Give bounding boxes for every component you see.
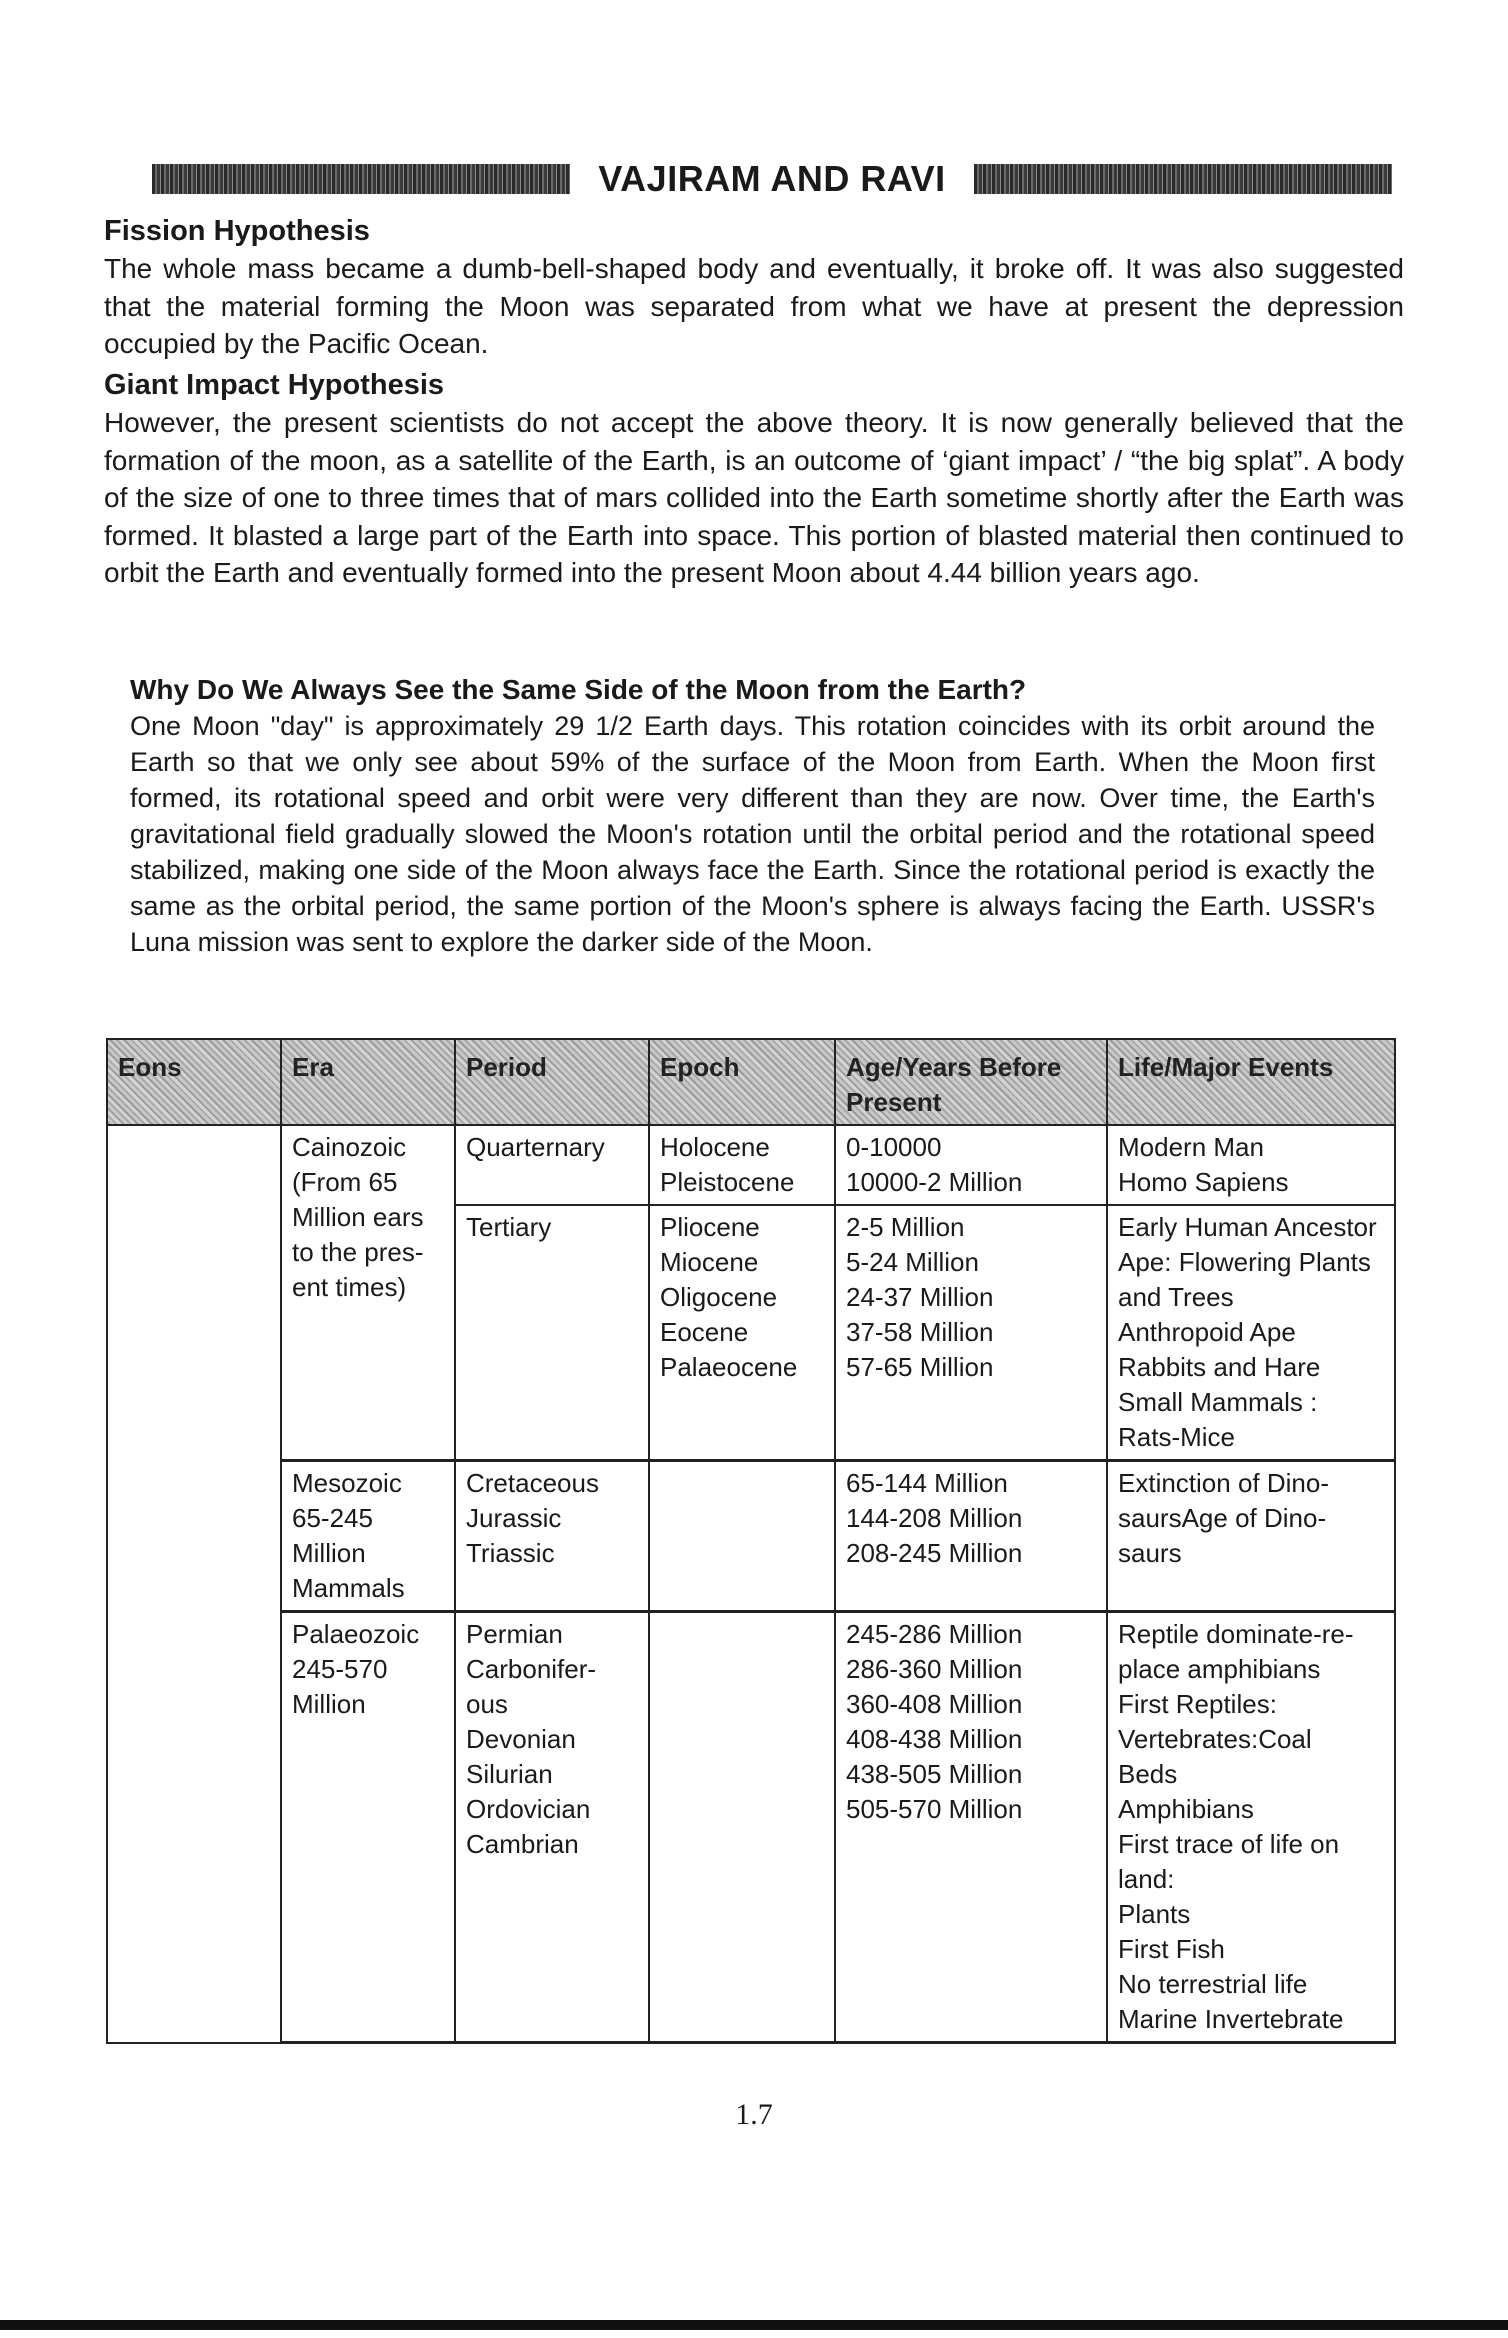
- period-cell-quarternary: Quarternary: [455, 1125, 649, 1205]
- table-row: [107, 1125, 1395, 1205]
- era-cell-cainozoic: Cainozoic (From 65 Million ears to the pres- ent times): [281, 1125, 455, 1461]
- col-life: Life/Major Events: [1107, 1039, 1395, 1125]
- table-row: [107, 1612, 1395, 2043]
- header-bar-left: [152, 164, 570, 194]
- page-number: 1.7: [735, 2098, 773, 2131]
- same-side-section: [130, 672, 1375, 960]
- col-eons: Eons: [107, 1039, 281, 1125]
- eon-cell: [107, 1125, 281, 2043]
- page-header: [152, 150, 1392, 208]
- giant-impact-section: [104, 366, 1404, 592]
- age-cell-quarternary: 0-10000 10000-2 Million: [835, 1125, 1107, 1205]
- table-header-row: [107, 1039, 1395, 1125]
- same-side-text: One Moon "day" is approximately 29 1/2 Earth days. This rotation coincides with its orbit around the Earth so that we only see about 59% of the surface of the Moon from Earth. When the Moon first formed, its rotational speed and orbit were very different than they are now. Over time, the Earth's gravitational field gradually slowed the Moon's rotation until the orbital period and the rotational speed stabilized, making one side of the Moon always face the Earth. Since the rotational period is exactly the same as the orbital period, the same portion of the Moon's sphere is always facing the Earth. USSR's Luna mission was sent to explore the darker side of the Moon.: [130, 711, 1375, 957]
- fission-text: The whole mass became a dumb-bell-shaped body and eventually, it broke off. It was also suggested that the material forming the Moon was separated from what we have at present the depression occupied by the Pacific Ocean.: [104, 253, 1404, 359]
- epoch-cell-tertiary: Pliocene Miocene Oligocene Eocene Palaeocene: [649, 1205, 835, 1461]
- fission-section: [104, 212, 1404, 363]
- same-side-heading: Why Do We Always See the Same Side of the Moon from the Earth?: [130, 674, 1027, 705]
- giant-impact-text: However, the present scientists do not accept the above theory. It is now generally believed that the formation of the moon, as a satellite of the Earth, is an outcome of ‘giant impact’ / “the big splat”. A body of the size of one to three times that of mars collided into the Earth sometime shortly after the Earth was formed. It blasted a large part of the Earth into space. This portion of blasted material then continued to orbit the Earth and eventually formed into the present Moon about 4.44 billion years ago.: [104, 407, 1404, 588]
- era-cell-palaeozoic: Palaeozoic 245-570 Million: [281, 1612, 455, 2043]
- age-cell-tertiary: 2-5 Million 5-24 Million 24-37 Million 37-58 Million 57-65 Million: [835, 1205, 1107, 1461]
- col-age: Age/Years Before Present: [835, 1039, 1107, 1125]
- col-epoch: Epoch: [649, 1039, 835, 1125]
- age-cell-palaeozoic: 245-286 Million 286-360 Million 360-408 Million 408-438 Million 438-505 Million 505-570 Million: [835, 1612, 1107, 2043]
- life-cell-tertiary: Early Human Ancestor Ape: Flowering Plants and Trees Anthropoid Ape Rabbits and Hare Small Mammals : Rats-Mice: [1107, 1205, 1395, 1461]
- period-cell-tertiary: Tertiary: [455, 1205, 649, 1461]
- age-cell-mesozoic: 65-144 Million 144-208 Million 208-245 Million: [835, 1461, 1107, 1612]
- header-bar-right: [974, 164, 1392, 194]
- life-cell-palaeozoic: Reptile dominate-re- place amphibians First Reptiles: Vertebrates:Coal Beds Amphibians First trace of life on land: Plants First Fish No terrestrial life Marine Invertebrate: [1107, 1612, 1395, 2043]
- giant-impact-heading: Giant Impact Hypothesis: [104, 369, 445, 401]
- header-title: VAJIRAM AND RAVI: [598, 158, 946, 199]
- epoch-cell-palaeozoic: [649, 1612, 835, 2043]
- life-cell-mesozoic: Extinction of Dino- saursAge of Dino- saurs: [1107, 1461, 1395, 1612]
- fission-heading: Fission Hypothesis: [104, 215, 370, 247]
- life-cell-quarternary: Modern Man Homo Sapiens: [1107, 1125, 1395, 1205]
- geologic-time-table: [106, 1038, 1396, 2044]
- col-era: Era: [281, 1039, 455, 1125]
- era-cell-mesozoic: Mesozoic 65-245 Million Mammals: [281, 1461, 455, 1612]
- period-cell-palaeozoic: Permian Carbonifer- ous Devonian Silurian Ordovician Cambrian: [455, 1612, 649, 2043]
- col-period: Period: [455, 1039, 649, 1125]
- period-cell-mesozoic: Cretaceous Jurassic Triassic: [455, 1461, 649, 1612]
- epoch-cell-mesozoic: [649, 1461, 835, 1612]
- table-row: [107, 1461, 1395, 1612]
- epoch-cell-quarternary: Holocene Pleistocene: [649, 1125, 835, 1205]
- bottom-rule: [0, 2320, 1508, 2330]
